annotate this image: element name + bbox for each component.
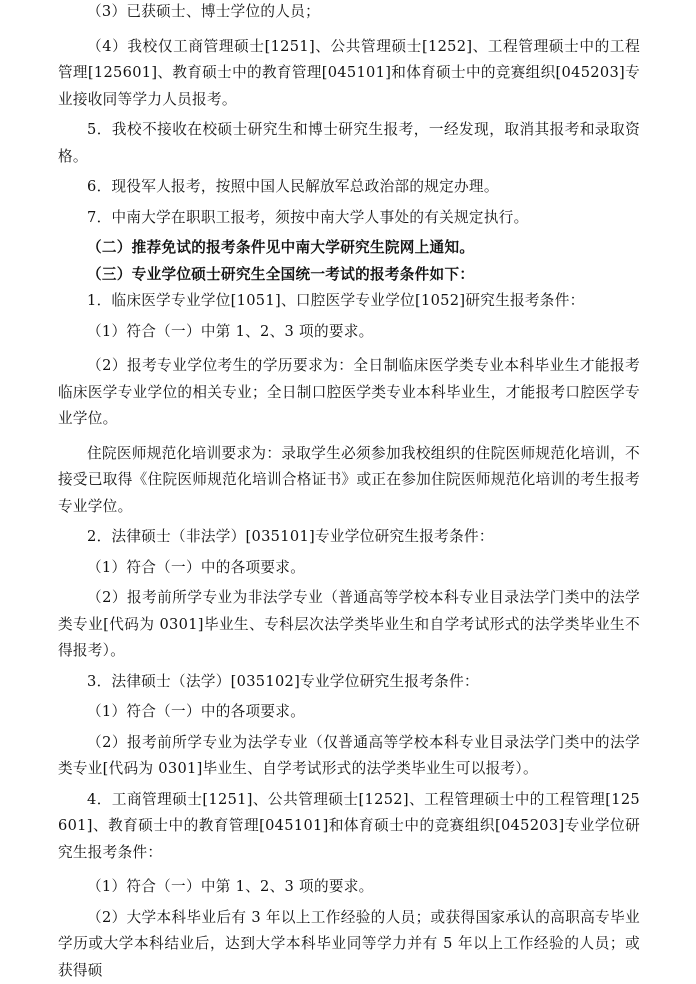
clause-4-item-2: （2）大学本科毕业后有 3 年以上工作经验的人员；或获得国家承认的高职高专毕业学历或大学本科结业后，达到大学本科毕业同等学力并有 5 年以上工作经验的人员；或获得硕 [58,905,640,984]
clause-4-heading: 4．工商管理硕士[1251]、公共管理硕士[1252]、工程管理硕士中的工程管理[125601]、教育硕士中的教育管理[045101]和体育硕士中的竞赛组织[045203]专业学位研究生报考条件： [58,787,640,867]
document-body [58,0,640,984]
paragraph-item-4: （4）我校仅工商管理硕士[1251]、公共管理硕士[1252]、工程管理硕士中的工程管理[125601]、教育硕士中的教育管理[045101]和体育硕士中的竞赛组织[045203]专业接收同等学力人员报考。 [58,34,640,114]
clause-1-item-1: （1）符合（一）中第 1、2、3 项的要求。 [58,319,640,346]
clause-3-heading: 3．法律硕士（法学）[035102]专业学位研究生报考条件： [58,669,640,696]
clause-4-item-1: （1）符合（一）中第 1、2、3 项的要求。 [58,874,640,901]
clause-1-heading: 1．临床医学专业学位[1051]、口腔医学专业学位[1052]研究生报考条件： [58,288,640,315]
clause-2-heading: 2．法律硕士（非法学）[035101]专业学位研究生报考条件： [58,524,640,551]
residency-training-paragraph: 住院医师规范化培训要求为：录取学生必须参加我校组织的住院医师规范化培训，不接受已取得《住院医师规范化培训合格证书》或正在参加住院医师规范化培训的考生报考专业学位。 [58,441,640,521]
clause-3-item-2: （2）报考前所学专业为法学专业（仅普通高等学校本科专业目录法学门类中的法学类专业[代码为 0301]毕业生、自学考试形式的法学类毕业生可以报考）。 [58,730,640,783]
section-heading-2: （二）推荐免试的报考条件见中南大学研究生院网上通知。 [58,235,640,262]
clause-3-item-1: （1）符合（一）中的各项要求。 [58,699,640,726]
clause-2-item-1: （1）符合（一）中的各项要求。 [58,555,640,582]
clause-1-item-2: （2）报考专业学位考生的学历要求为：全日制临床医学类专业本科毕业生才能报考临床医学专业学位的相关专业；全日制口腔医学类专业本科毕业生，才能报考口腔医学专业学位。 [58,353,640,433]
paragraph-item-3: （3）已获硕士、博士学位的人员； [58,0,640,26]
section-heading-3: （三）专业学位硕士研究生全国统一考试的报考条件如下： [58,262,640,289]
paragraph-rule-6: 6．现役军人报考，按照中国人民解放军总政治部的规定办理。 [58,174,640,201]
paragraph-rule-7: 7．中南大学在职职工报考，须按中南大学人事处的有关规定执行。 [58,205,640,232]
paragraph-rule-5: 5．我校不接收在校硕士研究生和博士研究生报考，一经发现，取消其报考和录取资格。 [58,117,640,170]
clause-2-item-2: （2）报考前所学专业为非法学专业（普通高等学校本科专业目录法学门类中的法学类专业[代码为 0301]毕业生、专科层次法学类毕业生和自学考试形式的法学类毕业生不得报考）。 [58,585,640,665]
